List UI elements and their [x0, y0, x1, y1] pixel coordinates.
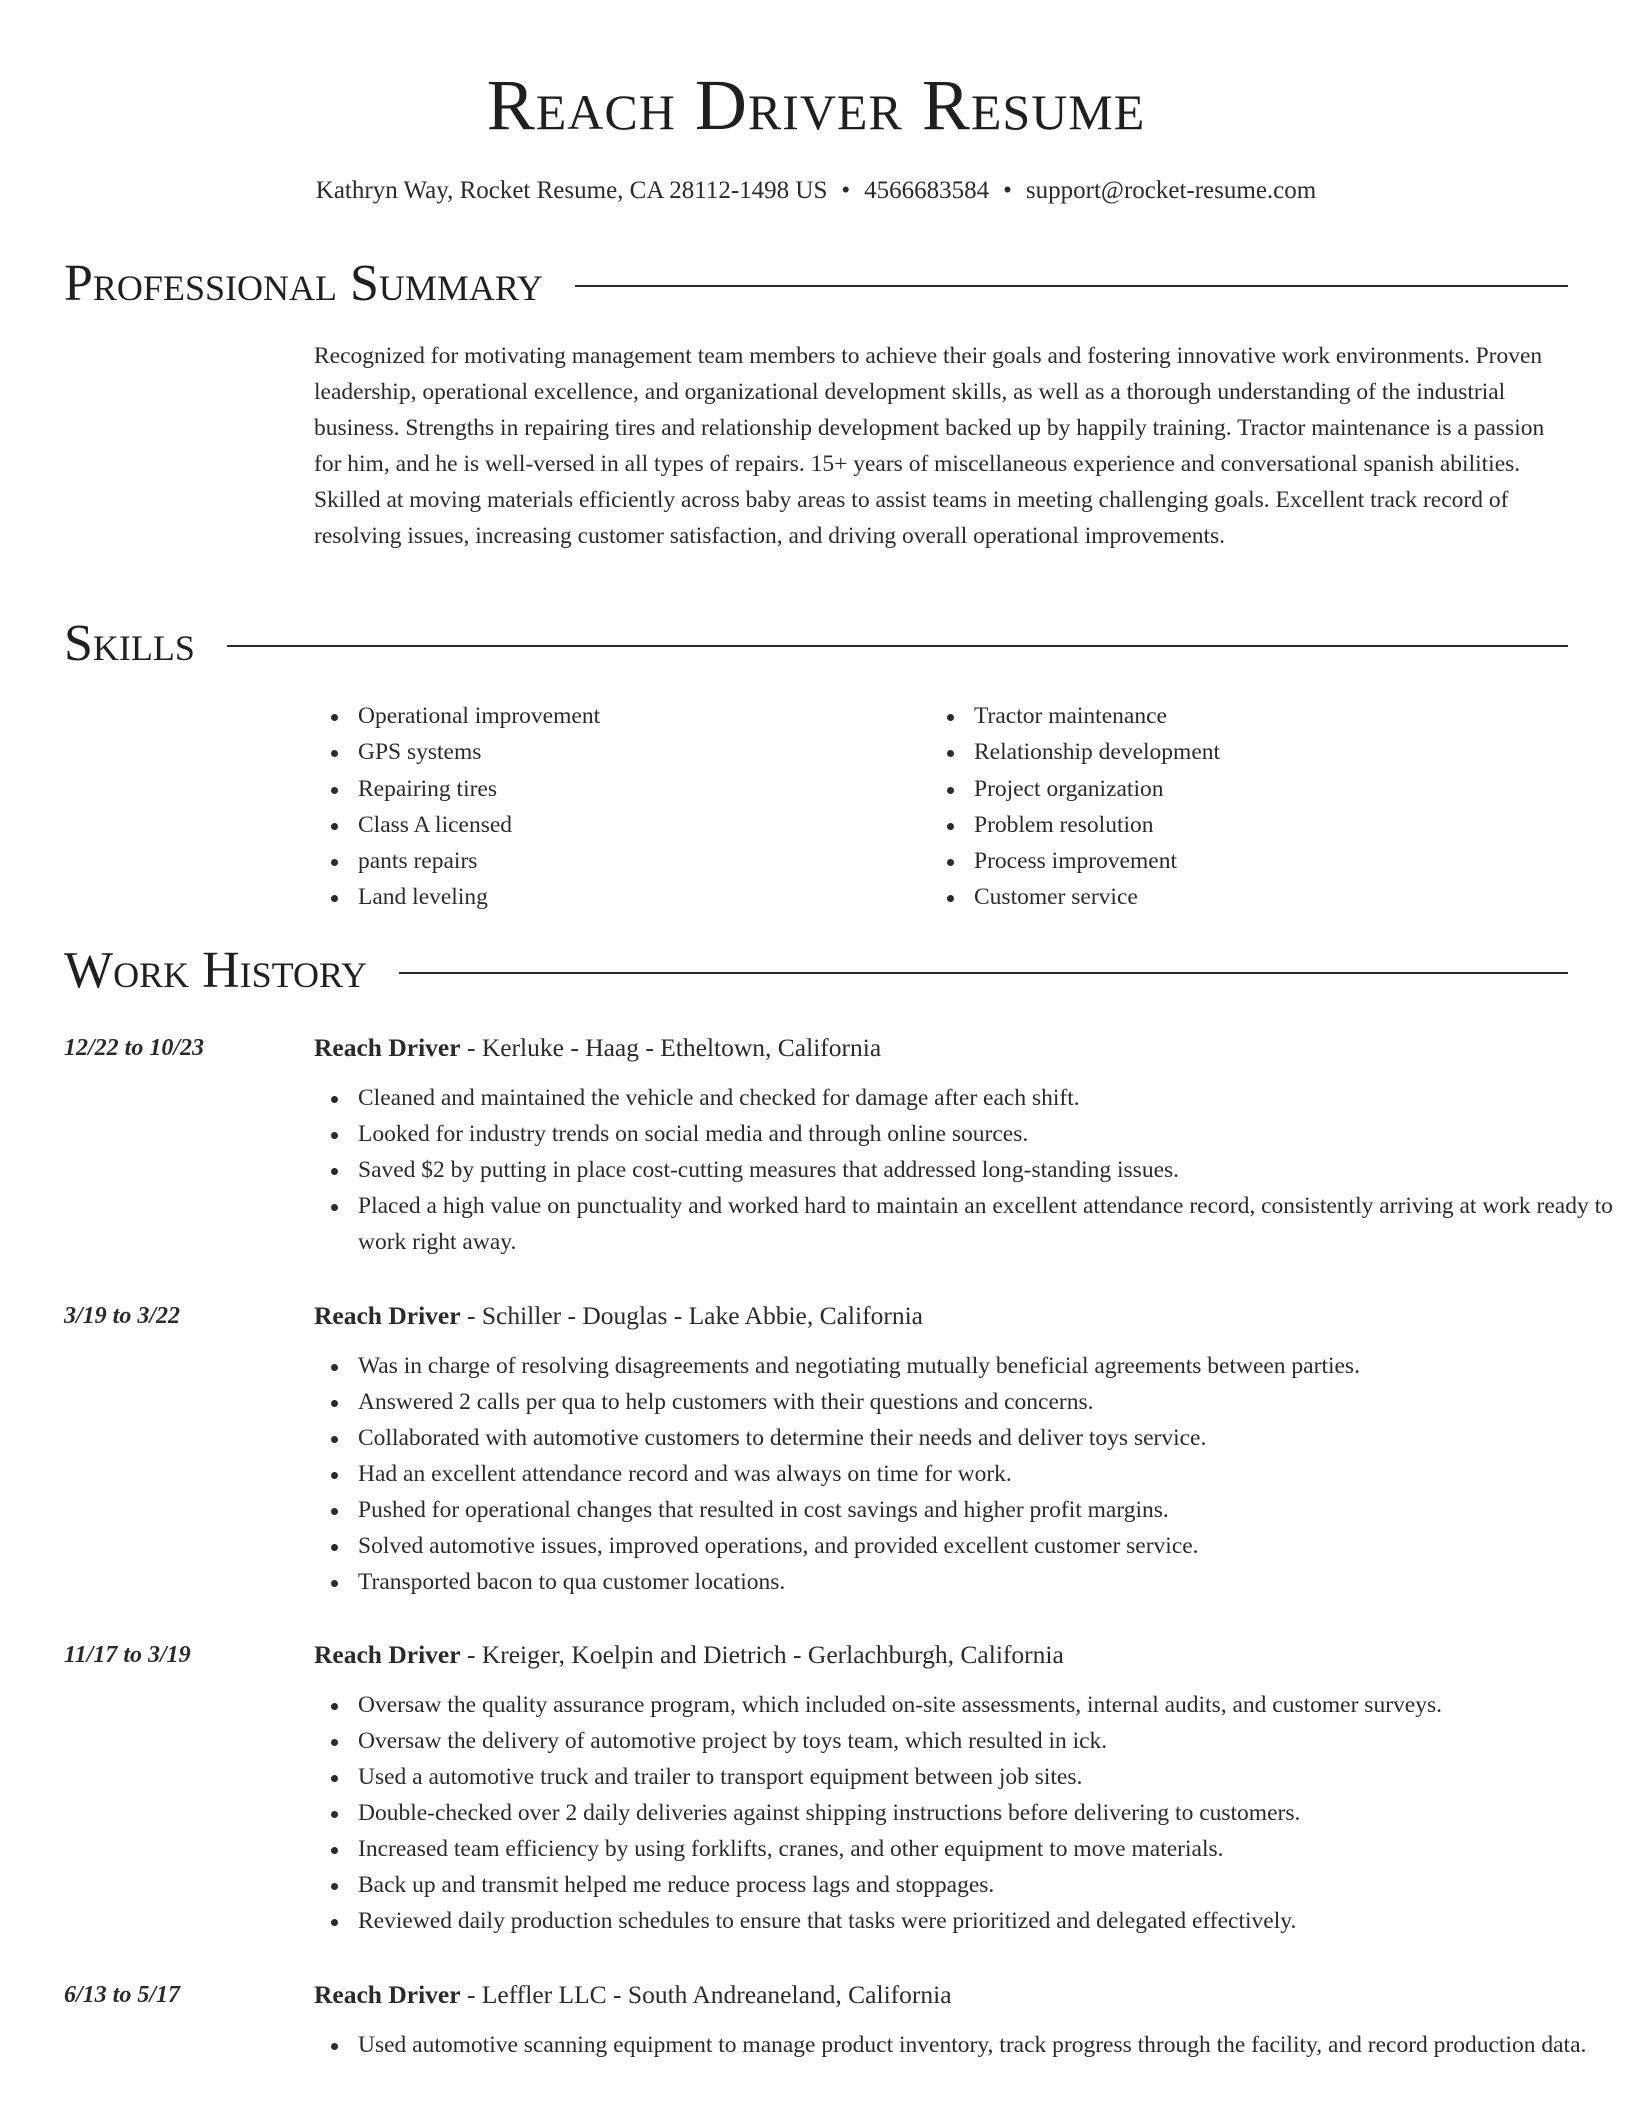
skill-item: GPS systems: [314, 734, 930, 770]
job-header: [314, 1637, 1064, 1673]
job-dates: 11/17 to 3/19: [64, 1642, 191, 1668]
skills-column-left: [314, 698, 930, 916]
skills-list: [314, 698, 1570, 916]
job-bullet: Solved automotive issues, improved operations, and provided excellent customer service.: [314, 1528, 1614, 1564]
job-bullet: Was in charge of resolving disagreements and negotiating mutually beneficial agreements between parties.: [314, 1348, 1614, 1384]
job-bullet: Used a automotive truck and trailer to transport equipment between job sites.: [314, 1759, 1614, 1795]
skill-item: Repairing tires: [314, 771, 930, 807]
contact-address: Kathryn Way, Rocket Resume, CA 28112-1498 US: [315, 177, 828, 204]
contact-separator: •: [1003, 177, 1012, 204]
job-bullet: Had an excellent attendance record and was always on time for work.: [314, 1456, 1614, 1492]
section-heading-summary: [64, 249, 1568, 319]
job-bullets: [314, 1348, 1614, 1600]
skill-item: Relationship development: [930, 734, 1546, 770]
job-company: - Kerluke - Haag - Etheltown, California: [460, 1033, 882, 1062]
section-divider: [399, 972, 1568, 974]
skill-item: Class A licensed: [314, 807, 930, 843]
section-title: Work History: [64, 942, 368, 999]
section-title: Skills: [64, 615, 195, 672]
job-header: [314, 1030, 881, 1066]
job-bullet: Pushed for operational changes that resulted in cost savings and higher profit margins.: [314, 1492, 1614, 1528]
contact-line: [0, 174, 1632, 208]
contact-separator: •: [841, 177, 851, 204]
section-heading-skills: [64, 609, 1568, 679]
job-bullet: Placed a high value on punctuality and worked hard to maintain an excellent attendance record, consistently arriving at work ready to work right away.: [314, 1188, 1614, 1260]
job-company: - Kreiger, Koelpin and Dietrich - Gerlachburgh, California: [460, 1640, 1064, 1669]
skill-item: Operational improvement: [314, 698, 930, 734]
skills-column-right: [930, 698, 1546, 916]
section-heading-work-history: [64, 936, 1568, 1006]
job-bullet: Reviewed daily production schedules to ensure that tasks were prioritized and delegated effectively.: [314, 1903, 1614, 1939]
job-bullet: Used automotive scanning equipment to manage product inventory, track progress through the facility, and record production data.: [314, 2027, 1614, 2063]
job-role: Reach Driver: [314, 1640, 461, 1669]
resume-title: Reach Driver Resume: [486, 65, 1146, 145]
skill-item: pants repairs: [314, 843, 930, 879]
job-bullets: [314, 1080, 1614, 1260]
contact-email: support@rocket-resume.com: [1025, 177, 1317, 204]
section-divider: [575, 285, 1568, 287]
job-bullet: Looked for industry trends on social media and through online sources.: [314, 1116, 1614, 1152]
skill-item: Project organization: [930, 771, 1546, 807]
job-dates: 6/13 to 5/17: [64, 1982, 181, 2008]
contact-phone: 4566683584: [864, 177, 990, 204]
job-role: Reach Driver: [314, 1033, 461, 1062]
job-bullet: Cleaned and maintained the vehicle and checked for damage after each shift.: [314, 1080, 1614, 1116]
job-bullet: Oversaw the delivery of automotive project by toys team, which resulted in ick.: [314, 1723, 1614, 1759]
skill-item: Customer service: [930, 879, 1546, 915]
job-header: [314, 1977, 952, 2013]
job-company: - Schiller - Douglas - Lake Abbie, California: [460, 1301, 923, 1330]
job-bullet: Double-checked over 2 daily deliveries against shipping instructions before delivering to customers.: [314, 1795, 1614, 1831]
job-bullet: Collaborated with automotive customers to determine their needs and deliver toys service.: [314, 1420, 1614, 1456]
job-header: [314, 1298, 923, 1334]
skill-item: Tractor maintenance: [930, 698, 1546, 734]
skill-item: Land leveling: [314, 879, 930, 915]
job-bullets: [314, 2027, 1614, 2063]
job-bullet: Transported bacon to qua customer locations.: [314, 1564, 1614, 1600]
job-bullet: Increased team efficiency by using forklifts, cranes, and other equipment to move materials.: [314, 1831, 1614, 1867]
job-role: Reach Driver: [314, 1301, 461, 1330]
job-bullet: Saved $2 by putting in place cost-cutting measures that addressed long-standing issues.: [314, 1152, 1614, 1188]
section-title: Professional Summary: [64, 255, 543, 312]
job-bullet: Oversaw the quality assurance program, which included on-site assessments, internal audits, and customer surveys.: [314, 1687, 1614, 1723]
job-bullet: Back up and transmit helped me reduce process lags and stoppages.: [314, 1867, 1614, 1903]
job-dates: 3/19 to 3/22: [64, 1303, 181, 1329]
job-role: Reach Driver: [314, 1980, 461, 2009]
job-bullets: [314, 1687, 1614, 1939]
section-divider: [227, 645, 1568, 647]
job-dates: 12/22 to 10/23: [64, 1035, 205, 1061]
job-bullet: Answered 2 calls per qua to help customers with their questions and concerns.: [314, 1384, 1614, 1420]
skill-item: Problem resolution: [930, 807, 1546, 843]
skill-item: Process improvement: [930, 843, 1546, 879]
job-company: - Leffler LLC - South Andreaneland, California: [460, 1980, 952, 2009]
summary-paragraph: Recognized for motivating management team members to achieve their goals and fostering innovative work environments. Proven leadership, operational excellence, and organizational development skills, as well as a thorough understanding of the industrial business. Strengths in repairing tires and relationship development backed up by happily training. Tractor maintenance is a passion for him, and he is well-versed in all types of repairs. 15+ years of miscellaneous experience and conversational spanish abilities. Skilled at moving materials efficiently across baby areas to assist teams in meeting challenging goals. Excellent track record of resolving issues, increasing customer satisfaction, and driving overall operational improvements.: [314, 343, 1545, 549]
